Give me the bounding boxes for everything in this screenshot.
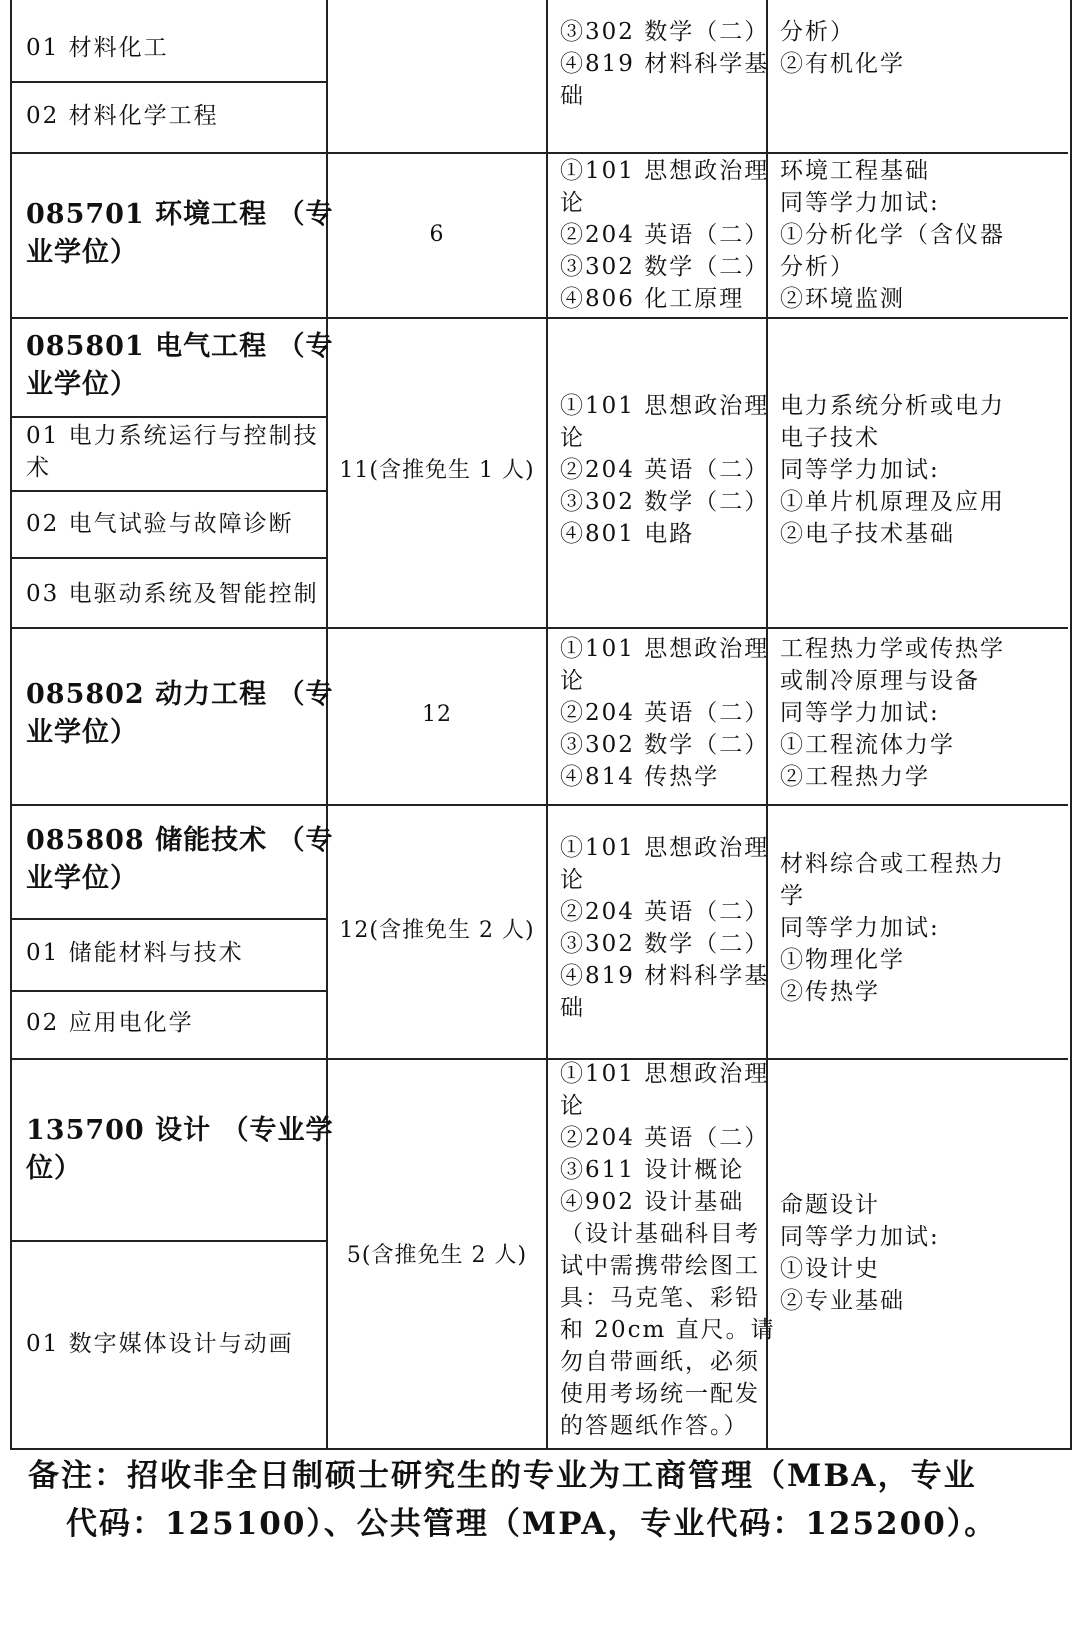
exam-subjects xyxy=(560,832,769,1024)
major-line: 业学位） xyxy=(26,369,138,400)
retest-subjects xyxy=(780,633,1005,793)
retest-line: 或制冷原理与设备 xyxy=(780,668,980,694)
sub-direction: 01 数字媒体设计与动画 xyxy=(26,1331,294,1357)
exam-line: ④814 传热学 xyxy=(560,764,720,790)
sub-direction: 01 材料化工 xyxy=(26,35,169,61)
row-divider xyxy=(12,1058,1068,1060)
exam-line: ①101 思想政治理 xyxy=(560,393,770,419)
retest-line: ①物理化学 xyxy=(780,947,905,973)
retest-line: ②工程热力学 xyxy=(780,764,930,790)
exam-line: ④806 化工原理 xyxy=(560,286,745,312)
retest-line: 学 xyxy=(780,883,805,909)
retest-line: ②专业基础 xyxy=(780,1288,905,1314)
retest-line: 工程热力学或传热学 xyxy=(780,636,1005,662)
major-name xyxy=(26,822,334,898)
remark-line: 代码：125100）、公共管理（MPA，专业代码：125200）。 xyxy=(66,1506,998,1542)
exam-line: 具：马克笔、彩铅 xyxy=(560,1285,760,1311)
exam-subjects xyxy=(560,633,769,793)
retest-subjects xyxy=(780,390,1005,550)
admissions-table xyxy=(10,0,1072,1450)
exam-line: ③302 数学（二） xyxy=(560,732,770,758)
exam-line: ③611 设计概论 xyxy=(560,1157,745,1183)
remark-line: 备注：招收非全日制硕士研究生的专业为工商管理（MBA，专业 xyxy=(28,1458,977,1494)
retest-line: 电力系统分析或电力 xyxy=(780,393,1005,419)
quota: 11(含推免生 1 人) xyxy=(339,458,535,483)
sub-divider xyxy=(12,81,326,83)
retest-line: 同等学力加试: xyxy=(780,1224,940,1250)
exam-line: ①101 思想政治理 xyxy=(560,1061,770,1087)
retest-subjects xyxy=(780,155,1005,315)
retest-line: ①分析化学（含仪器 xyxy=(780,222,1005,248)
retest-line: ②有机化学 xyxy=(780,51,905,77)
exam-line: ③302 数学（二） xyxy=(560,254,770,280)
exam-subjects xyxy=(560,1058,776,1442)
exam-line: 论 xyxy=(560,190,585,216)
retest-line: 环境工程基础 xyxy=(780,158,930,184)
exam-line: 论 xyxy=(560,425,585,451)
retest-subjects xyxy=(780,1189,940,1317)
sub-divider xyxy=(12,557,326,559)
exam-line: ③302 数学（二） xyxy=(560,489,770,515)
exam-line: ②204 英语（二） xyxy=(560,457,770,483)
major-line: 业学位） xyxy=(26,863,138,894)
retest-line: 电子技术 xyxy=(780,425,880,451)
exam-line: 试中需携带绘图工 xyxy=(560,1253,760,1279)
quota: 12 xyxy=(422,702,452,727)
sub-divider xyxy=(12,918,326,920)
exam-line: ①101 思想政治理 xyxy=(560,636,770,662)
sub-direction: 03 电驱动系统及智能控制 xyxy=(26,581,319,607)
exam-line: ③302 数学（二） xyxy=(560,931,770,957)
retest-line: 材料综合或工程热力 xyxy=(780,851,1005,877)
retest-line: 命题设计 xyxy=(780,1192,880,1218)
column-divider xyxy=(546,0,548,1448)
sub-divider xyxy=(12,1240,326,1242)
exam-line: 础 xyxy=(560,995,585,1021)
retest-line: ①工程流体力学 xyxy=(780,732,955,758)
major-name xyxy=(26,1112,334,1188)
row-divider xyxy=(12,152,1068,154)
retest-line: 分析） xyxy=(780,254,855,280)
exam-line: 使用考场统一配发 xyxy=(560,1381,760,1407)
exam-line: 论 xyxy=(560,1093,585,1119)
sub-line: 01 电力系统运行与控制技 xyxy=(26,423,319,449)
retest-line: ①设计史 xyxy=(780,1256,880,1282)
exam-line: ②204 英语（二） xyxy=(560,899,770,925)
exam-line: 勿自带画纸，必须 xyxy=(560,1349,760,1375)
retest-line: ②环境监测 xyxy=(780,286,905,312)
exam-line: ①101 思想政治理 xyxy=(560,835,770,861)
major-line: 业学位） xyxy=(26,237,138,268)
exam-line: ③302 数学（二） xyxy=(560,19,770,45)
exam-subjects xyxy=(560,155,769,315)
exam-subjects xyxy=(560,16,769,112)
major-line: 085701 环境工程 （专 xyxy=(26,199,334,230)
major-name xyxy=(26,676,334,752)
retest-subjects xyxy=(780,848,1005,1008)
sub-direction: 02 应用电化学 xyxy=(26,1010,194,1036)
major-line: 085801 电气工程 （专 xyxy=(26,331,334,362)
row-divider xyxy=(12,627,1068,629)
retest-line: 同等学力加试: xyxy=(780,700,940,726)
exam-line: ④819 材料科学基 xyxy=(560,963,770,989)
exam-line: ②204 英语（二） xyxy=(560,1125,770,1151)
major-line: 085802 动力工程 （专 xyxy=(26,679,334,710)
exam-line: ④819 材料科学基 xyxy=(560,51,770,77)
exam-line: ②204 英语（二） xyxy=(560,222,770,248)
retest-line: ②传热学 xyxy=(780,979,880,1005)
major-line: 业学位） xyxy=(26,717,138,748)
sub-divider xyxy=(12,990,326,992)
retest-line: 同等学力加试: xyxy=(780,457,940,483)
retest-line: ②电子技术基础 xyxy=(780,521,955,547)
exam-line: ①101 思想政治理 xyxy=(560,158,770,184)
quota: 6 xyxy=(429,222,445,247)
exam-line: ②204 英语（二） xyxy=(560,700,770,726)
quota: 5(含推免生 2 人) xyxy=(346,1243,528,1268)
major-name xyxy=(26,196,334,272)
sub-line: 术 xyxy=(26,455,51,481)
exam-subjects xyxy=(560,390,769,550)
exam-line: ④902 设计基础 xyxy=(560,1189,745,1215)
sub-divider xyxy=(12,416,326,418)
exam-line: 和 20cm 直尺。请 xyxy=(560,1317,776,1343)
major-name xyxy=(26,328,334,404)
retest-line: 同等学力加试: xyxy=(780,190,940,216)
sub-direction: 02 电气试验与故障诊断 xyxy=(26,511,294,537)
exam-line: 论 xyxy=(560,668,585,694)
retest-line: 分析） xyxy=(780,19,855,45)
retest-line: ①单片机原理及应用 xyxy=(780,489,1005,515)
retest-line: 同等学力加试: xyxy=(780,915,940,941)
major-line: 位） xyxy=(26,1153,82,1184)
row-divider xyxy=(12,317,1068,319)
exam-line: 的答题纸作答。） xyxy=(560,1413,749,1439)
quota: 12(含推免生 2 人) xyxy=(339,918,535,943)
sub-direction: 02 材料化学工程 xyxy=(26,103,219,129)
sub-divider xyxy=(12,490,326,492)
exam-line: 论 xyxy=(560,867,585,893)
sub-direction xyxy=(26,420,319,484)
retest-subjects xyxy=(780,16,905,80)
exam-line: 础 xyxy=(560,83,585,109)
remark-note xyxy=(28,1452,1058,1548)
exam-line: （设计基础科目考 xyxy=(560,1221,760,1247)
row-divider xyxy=(12,804,1068,806)
major-line: 135700 设计 （专业学 xyxy=(26,1115,334,1146)
exam-line: ④801 电路 xyxy=(560,521,695,547)
major-line: 085808 储能技术 （专 xyxy=(26,825,334,856)
sub-direction: 01 储能材料与技术 xyxy=(26,940,244,966)
